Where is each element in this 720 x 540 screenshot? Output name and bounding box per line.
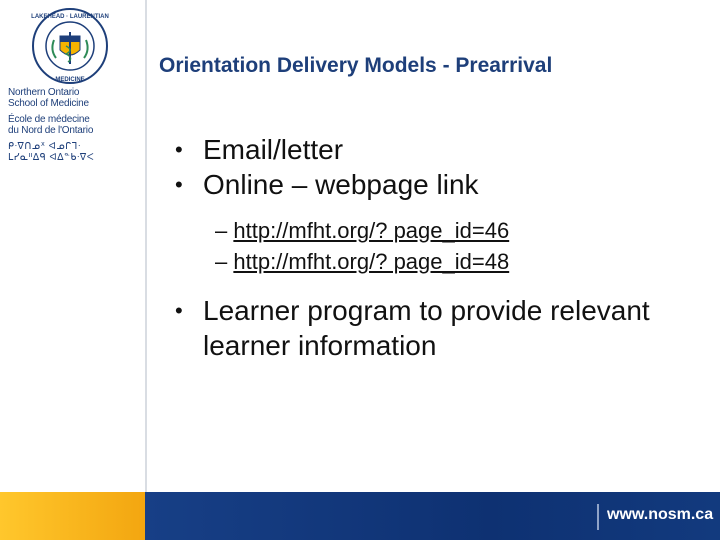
- webpage-link-48[interactable]: http://mfht.org/? page_id=48: [233, 249, 510, 274]
- bullet-item: [175, 132, 705, 167]
- sidebar: [0, 0, 147, 492]
- webpage-link-46[interactable]: http://mfht.org/? page_id=46: [233, 218, 510, 243]
- sub-bullet-marker: –: [215, 249, 228, 274]
- bullet-text: Email/letter: [203, 134, 344, 165]
- footer-website-link[interactable]: www.nosm.ca: [607, 506, 714, 523]
- slide-content: [175, 132, 705, 363]
- nosm-seal-logo: [22, 6, 118, 86]
- slide-title: Orientation Delivery Models - Prearrival: [159, 54, 553, 77]
- school-name-line: École de médecine: [8, 114, 90, 125]
- sub-bullet-item: [215, 215, 705, 246]
- school-name-line: Northern Ontario: [8, 87, 80, 98]
- school-name-line: School of Medicine: [8, 98, 89, 109]
- school-name-line: ᑭᐧᐁᑎᓄᕽ ᐊᓄᒋᒣᐧ: [8, 141, 81, 152]
- bullet-item: [175, 293, 705, 363]
- sub-bullet-marker: –: [215, 218, 228, 243]
- footer-divider: [597, 504, 599, 530]
- bullet-marker: •: [175, 298, 183, 323]
- link-list: [215, 215, 705, 277]
- school-name-line: ᒪᓯᓇᐦᐃᑫ ᐊᐃᓐᑲᐧᐁᐸ: [8, 152, 95, 163]
- school-name-line: du Nord de l'Ontario: [8, 125, 94, 136]
- seal-top-text: LAKEHEAD · LAURENTIAN: [31, 14, 109, 20]
- sub-bullet-item: [215, 246, 705, 277]
- bullet-text: Online – webpage link: [203, 169, 479, 200]
- bullet-marker: •: [175, 172, 183, 197]
- bullet-text: Learner program to provide relevant learner information: [203, 295, 650, 361]
- footer-gold-block: [0, 492, 145, 540]
- footer-band: [0, 492, 720, 540]
- seal-bottom-text: MEDICINE: [55, 77, 85, 83]
- school-name-block: [8, 87, 140, 163]
- bullet-item: [175, 167, 705, 202]
- bullet-marker: •: [175, 137, 183, 162]
